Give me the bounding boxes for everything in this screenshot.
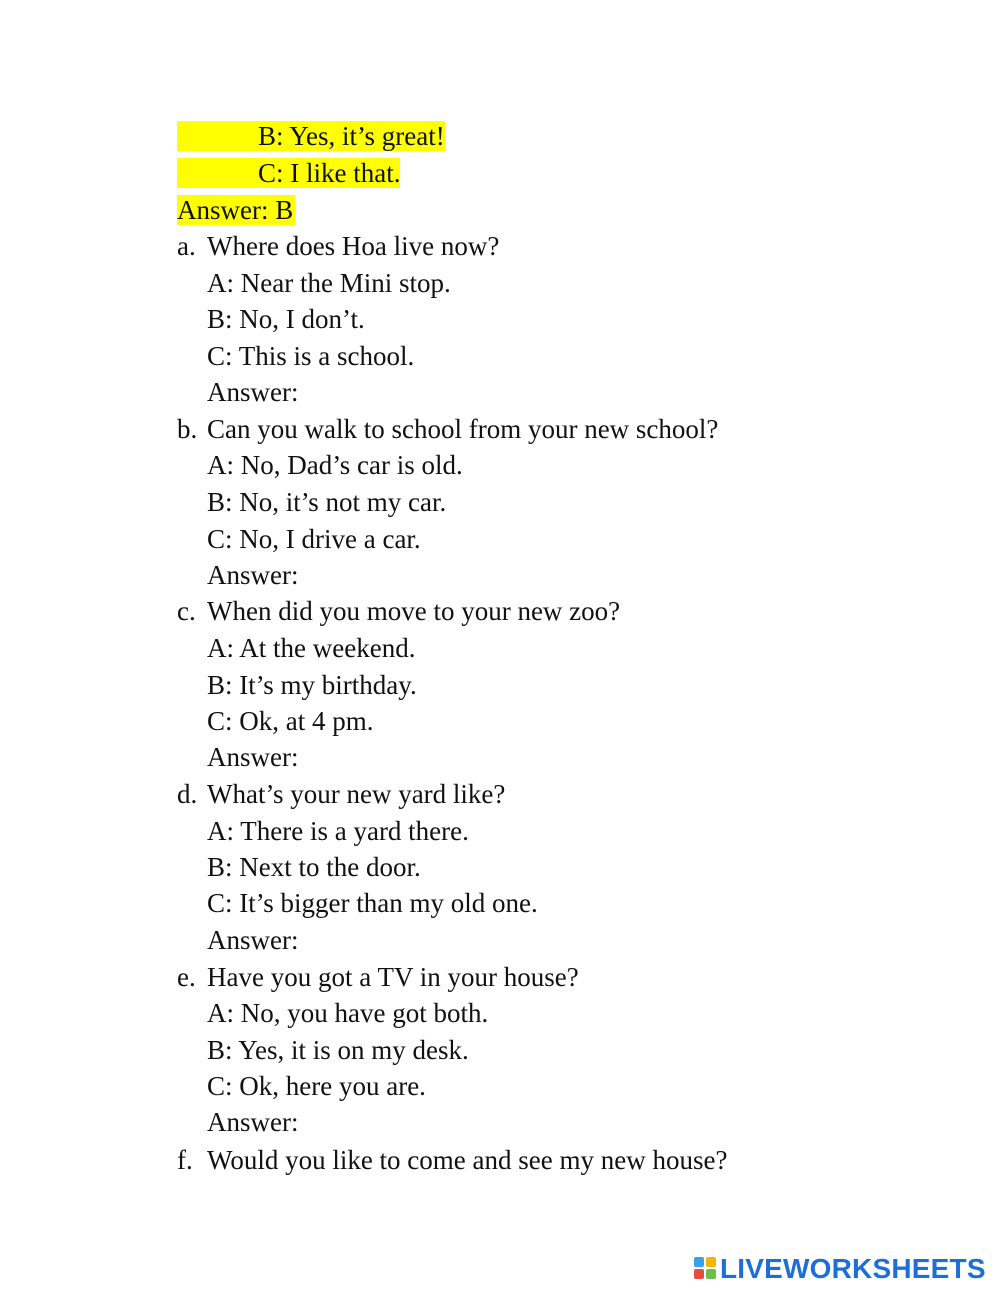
question-b-option-b: B: No, it’s not my car. (207, 487, 447, 517)
question-a (177, 228, 499, 264)
question-letter: a. (177, 231, 196, 261)
question-c-option-b: B: It’s my birthday. (207, 670, 417, 700)
question-text: Would you like to come and see my new house? (207, 1145, 728, 1175)
question-a-option-c: C: This is a school. (207, 341, 415, 371)
question-b-option-a: A: No, Dad’s car is old. (207, 450, 463, 480)
question-d-option-a: A: There is a yard there. (207, 816, 469, 846)
question-b-answer-label: Answer: (207, 560, 299, 590)
question-a-option-b: B: No, I don’t. (207, 304, 365, 334)
question-e-option-b: B: Yes, it is on my desk. (207, 1035, 469, 1065)
question-text: Have you got a TV in your house? (207, 962, 579, 992)
question-letter: b. (177, 414, 198, 444)
question-text: Can you walk to school from your new school? (207, 414, 719, 444)
question-d-option-c: C: It’s bigger than my old one. (207, 888, 538, 918)
question-c-answer-label: Answer: (207, 742, 299, 772)
question-c-option-c: C: Ok, at 4 pm. (207, 706, 374, 736)
logo-text: LIVEWORKSHEETS (720, 1253, 986, 1284)
question-letter: e. (177, 962, 196, 992)
question-text: When did you move to your new zoo? (207, 596, 621, 626)
question-d (177, 776, 505, 812)
question-text: Where does Hoa live now? (207, 231, 500, 261)
question-e-option-c: C: Ok, here you are. (207, 1071, 426, 1101)
question-a-option-a: A: Near the Mini stop. (207, 268, 451, 298)
liveworksheets-logo-icon (694, 1257, 718, 1281)
highlighted-option-c-text: C: I like that. (258, 158, 401, 188)
question-b (177, 411, 718, 447)
question-d-answer-label: Answer: (207, 925, 299, 955)
highlighted-answer (177, 192, 295, 228)
question-c-option-a: A: At the weekend. (207, 633, 416, 663)
question-text: What’s your new yard like? (207, 779, 506, 809)
question-e-answer-label: Answer: (207, 1107, 299, 1137)
highlighted-option-b (177, 118, 445, 154)
highlighted-option-b-text: B: Yes, it’s great! (258, 121, 445, 151)
question-d-option-b: B: Next to the door. (207, 852, 421, 882)
question-e-option-a: A: No, you have got both. (207, 998, 489, 1028)
liveworksheets-logo[interactable] (694, 1253, 986, 1285)
highlighted-option-c (177, 155, 400, 191)
question-c (177, 593, 620, 629)
question-letter: f. (177, 1145, 193, 1175)
question-a-answer-label: Answer: (207, 377, 299, 407)
question-f (177, 1142, 727, 1178)
highlighted-answer-text: Answer: B (177, 195, 294, 225)
question-e (177, 959, 579, 995)
question-b-option-c: C: No, I drive a car. (207, 524, 421, 554)
question-letter: c. (177, 596, 196, 626)
question-letter: d. (177, 779, 198, 809)
